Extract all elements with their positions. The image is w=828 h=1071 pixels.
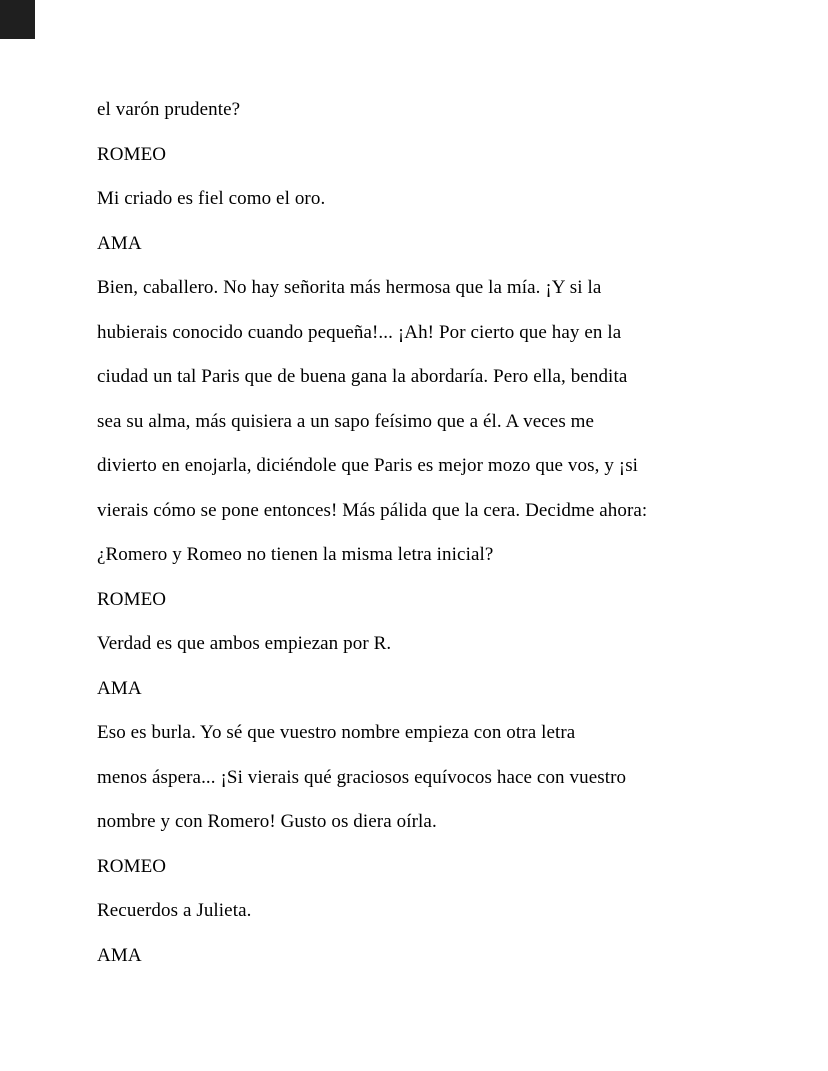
text-line: divierto en enojarla, diciéndole que Paris es mejor mozo que vos, y ¡si <box>97 455 639 476</box>
text-line: Bien, caballero. No hay señorita más hermosa que la mía. ¡Y si la <box>97 277 602 298</box>
text-line: AMA <box>97 944 142 966</box>
text-line: ROMEO <box>97 143 167 165</box>
text-line: nombre y con Romero! Gusto os diera oírla. <box>97 811 437 832</box>
text-line: Eso es burla. Yo sé que vuestro nombre empieza con otra letra <box>97 722 576 743</box>
text-line: ROMEO <box>97 855 167 877</box>
text-line: AMA <box>97 677 142 699</box>
text-line: hubierais conocido cuando pequeña!... ¡Ah! Por cierto que hay en la <box>97 321 622 343</box>
text-line: AMA <box>97 232 142 254</box>
document-page <box>97 88 768 978</box>
text-line: ROMEO <box>97 588 167 610</box>
text-line: menos áspera... ¡Si vierais qué graciosos equívocos hace con vuestro <box>97 766 627 788</box>
text-line: vierais cómo se pone entonces! Más pálida que la cera. Decidme ahora: <box>97 499 648 521</box>
text-line: Mi criado es fiel como el oro. <box>97 188 326 209</box>
text-line: Verdad es que ambos empiezan por R. <box>97 633 392 654</box>
text-line: Recuerdos a Julieta. <box>97 900 252 921</box>
corner-mark <box>0 0 35 39</box>
text-line: sea su alma, más quisiera a un sapo feísimo que a él. A veces me <box>97 410 595 432</box>
text-line: el varón prudente? <box>97 99 241 120</box>
text-line: ciudad un tal Paris que de buena gana la abordaría. Pero ella, bendita <box>97 366 628 387</box>
text-line: ¿Romero y Romeo no tienen la misma letra inicial? <box>97 544 494 565</box>
